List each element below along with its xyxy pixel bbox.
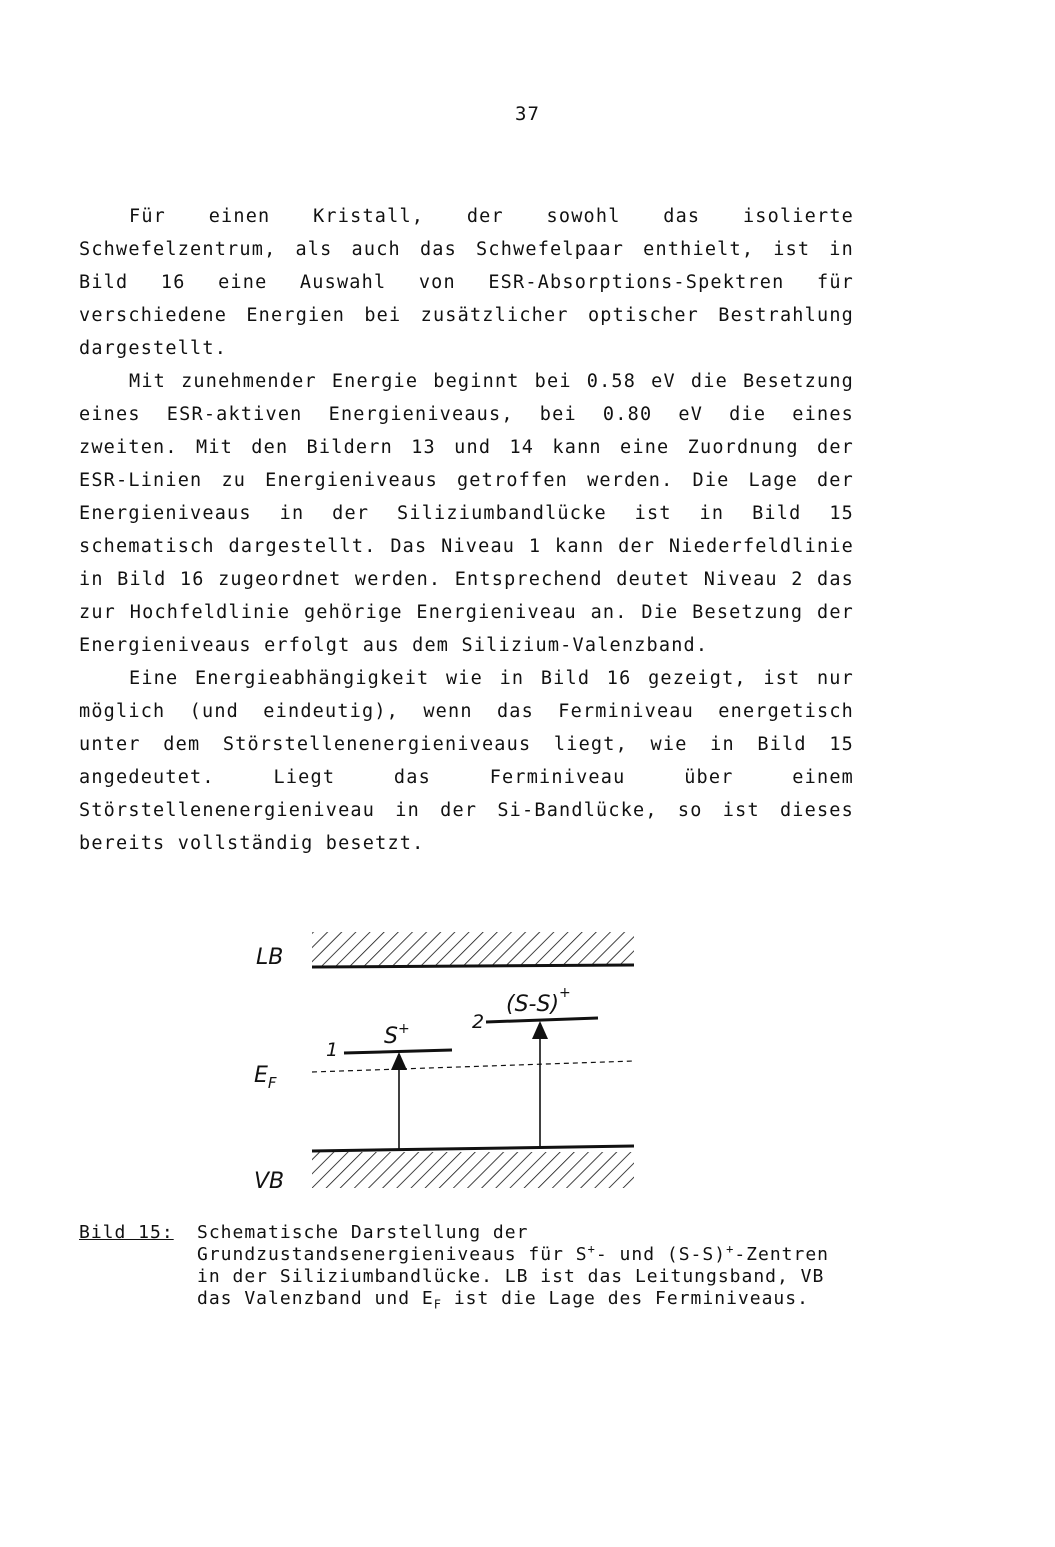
level-2-arrow (532, 1021, 548, 1147)
level-2-label: (S-S)+ (506, 985, 571, 1017)
body-text (79, 200, 854, 860)
fermi-level-line (312, 1061, 634, 1072)
figure-caption (79, 1222, 879, 1310)
band-diagram-svg (240, 920, 660, 1200)
conduction-band (312, 932, 634, 967)
paragraph-1: Für einen Kristall, der sowohl das isolierte Schwefelzentrum, als auch das Schwefelpaar enthielt, ist in Bild 16 eine Auswahl von ESR-Absorptions-Spektren für verschiedene Energien bei zusätzlicher optischer Bestrahlung dargestellt. (79, 206, 854, 359)
valence-band (312, 1146, 634, 1188)
caption-label: Bild 15: (79, 1222, 174, 1243)
level-1-arrow (391, 1052, 407, 1149)
level-2-number: 2 (472, 1011, 485, 1033)
caption-text: Schematische Darstellung der Grundzustandsenergieniveaus für S+- und (S-S)+-Zentren in der Siliziumbandlücke. LB ist das Leitungsband, VB das Valenzband und $E_F$ ist die Lage des Ferminiveaus. (197, 1222, 830, 1312)
label-vb: VB (254, 1169, 285, 1194)
label-lb: LB (256, 945, 284, 970)
page-number: 37 (515, 103, 540, 125)
level-1-line (344, 1050, 452, 1053)
paragraph-3: Eine Energieabhängigkeit wie in Bild 16 gezeigt, ist nur möglich (und eindeutig), wenn das Ferminiveau energetisch unter dem Störstellenenergieniveaus liegt, wie in Bild 15 angedeutet. Liegt das Ferminiveau über einem Störstellenenergieniveau in der Si-Bandlücke, so ist dieses bereits vollständig besetzt. (79, 668, 854, 854)
paragraph-2: Mit zunehmender Energie beginnt bei 0.58 eV die Besetzung eines ESR-aktiven Energieniveaus, bei 0.80 eV die eines zweiten. Mit den Bildern 13 und 14 kann eine Zuordnung der ESR-Linien zu Energieniveaus getroffen werden. Die Lage der Energieniveaus in der Siliziumbandlücke ist in Bild 15 schematisch dargestellt. Das Niveau 1 kann der Niederfeldlinie in Bild 16 zugeordnet werden. Entsprechend deutet Niveau 2 das zur Hochfeldlinie gehörige Energieniveau an. Die Besetzung der Energieniveaus erfolgt aus dem Silizium-Valenzband. (79, 371, 854, 656)
band-diagram (240, 920, 660, 1200)
level-1-number: 1 (326, 1039, 339, 1061)
level-1-label: S+ (384, 1021, 410, 1049)
label-ef: $E_F$ (254, 1063, 277, 1092)
level-2-line (486, 1018, 598, 1022)
